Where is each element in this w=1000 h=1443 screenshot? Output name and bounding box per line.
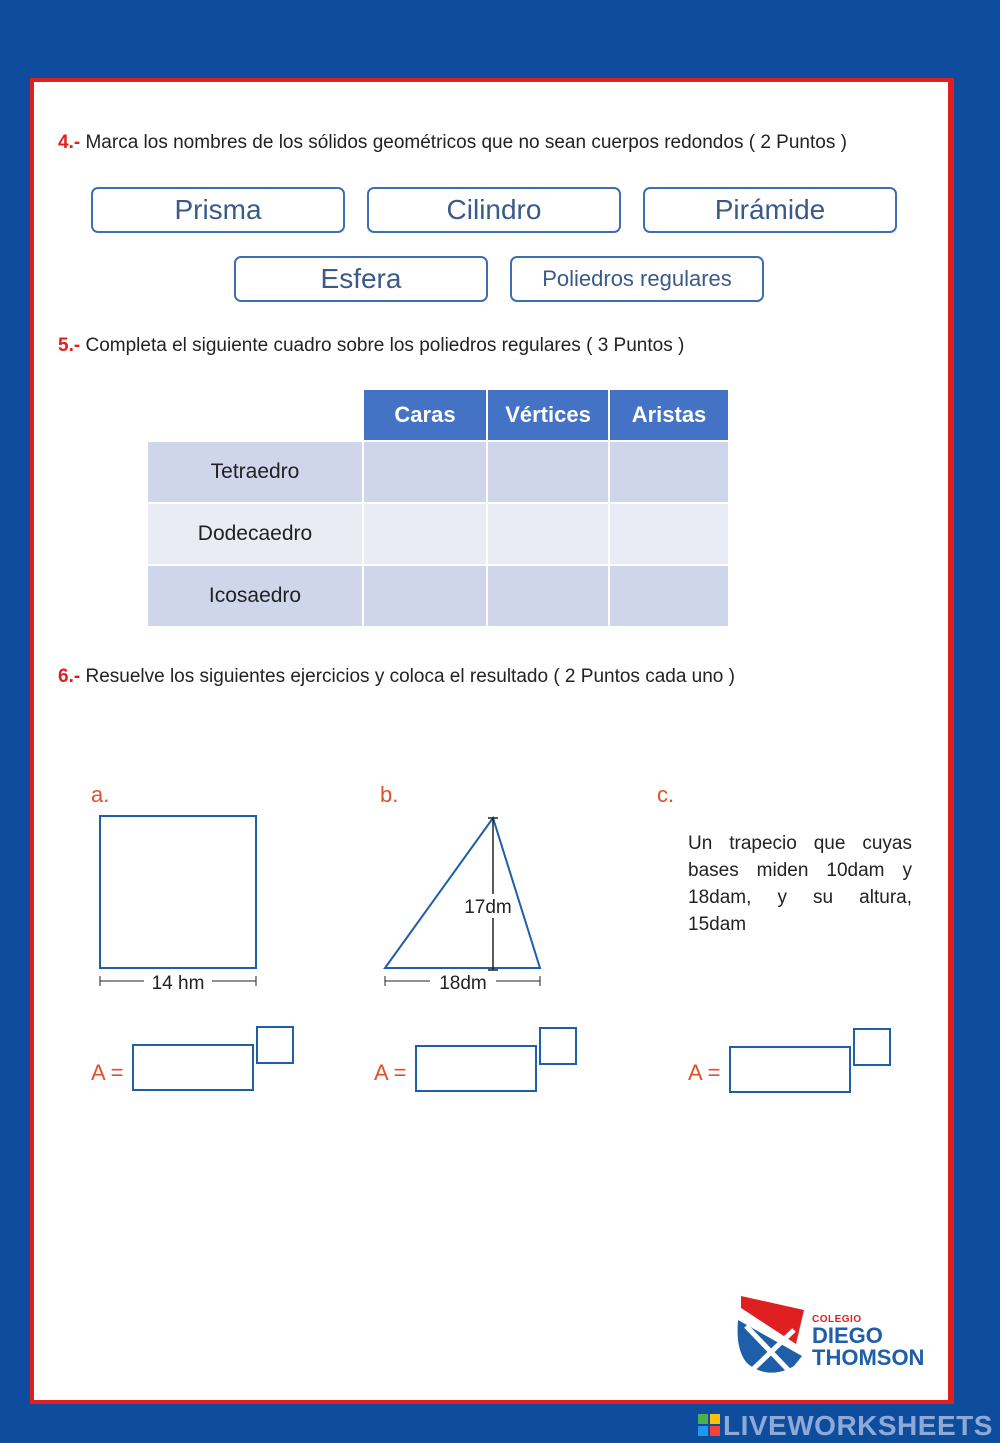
row-label-dodecaedro: Dodecaedro bbox=[147, 503, 363, 565]
question-5-text: Completa el siguiente cuadro sobre los poliedros regulares ( 3 Puntos ) bbox=[85, 335, 685, 356]
option-esfera[interactable]: Esfera bbox=[234, 256, 488, 302]
logo-diego: DIEGO bbox=[812, 1323, 883, 1348]
header-aristas: Aristas bbox=[609, 389, 729, 441]
answer-b-input[interactable] bbox=[415, 1045, 537, 1092]
option-prisma[interactable]: Prisma bbox=[91, 187, 345, 233]
row-label-icosaedro: Icosaedro bbox=[147, 565, 363, 627]
triangle-base-label: 18dm bbox=[439, 973, 487, 994]
exercise-a-label: a. bbox=[91, 782, 110, 807]
question-4-text: Marca los nombres de los sólidos geométricos que no sean cuerpos redondos ( 2 Puntos ) bbox=[85, 132, 847, 153]
answer-b-label: A = bbox=[374, 1060, 407, 1085]
option-poliedros-regulares[interactable]: Poliedros regulares bbox=[510, 256, 764, 302]
triangle-height-label: 17dm bbox=[464, 897, 512, 918]
square-dimension-label: 14 hm bbox=[151, 973, 205, 994]
triangle-shape bbox=[385, 818, 540, 968]
answer-a-input[interactable] bbox=[132, 1044, 254, 1091]
exercise-c-label: c. bbox=[657, 782, 675, 807]
school-logo-icon bbox=[738, 1296, 804, 1376]
figures bbox=[34, 82, 950, 1402]
answer-a-label: A = bbox=[91, 1060, 124, 1085]
option-cilindro[interactable]: Cilindro bbox=[367, 187, 621, 233]
answer-a-unit-input[interactable] bbox=[256, 1026, 294, 1064]
school-logo-text bbox=[812, 1314, 924, 1369]
answer-b-unit-input[interactable] bbox=[539, 1027, 577, 1065]
answer-c-label: A = bbox=[688, 1060, 721, 1085]
liveworksheets-logo-icon bbox=[698, 1414, 720, 1436]
worksheet-page bbox=[30, 78, 954, 1404]
question-4-number: 4.- bbox=[58, 132, 81, 153]
liveworksheets-footer bbox=[698, 1410, 993, 1442]
footer-text: LIVEWORKSHEETS bbox=[723, 1410, 993, 1441]
question-5-number: 5.- bbox=[58, 335, 81, 356]
row-label-tetraedro: Tetraedro bbox=[147, 441, 363, 503]
header-caras: Caras bbox=[363, 389, 487, 441]
question-6-number: 6.- bbox=[58, 666, 81, 687]
logo-thomson: THOMSON bbox=[812, 1345, 925, 1370]
exercise-c-text: Un trapecio que cuyas bases miden 10dam y 18dam, y su altura, 15dam bbox=[688, 833, 912, 935]
option-piramide[interactable]: Pirámide bbox=[643, 187, 897, 233]
question-6-text: Resuelve los siguientes ejercicios y coloca el resultado ( 2 Puntos cada uno ) bbox=[85, 666, 735, 687]
exercise-b-label: b. bbox=[380, 782, 399, 807]
header-vertices: Vértices bbox=[487, 389, 609, 441]
answer-c-unit-input[interactable] bbox=[853, 1028, 891, 1066]
answer-c-input[interactable] bbox=[729, 1046, 851, 1093]
logo-colegio: COLEGIO bbox=[812, 1314, 862, 1325]
square-shape bbox=[100, 816, 256, 968]
